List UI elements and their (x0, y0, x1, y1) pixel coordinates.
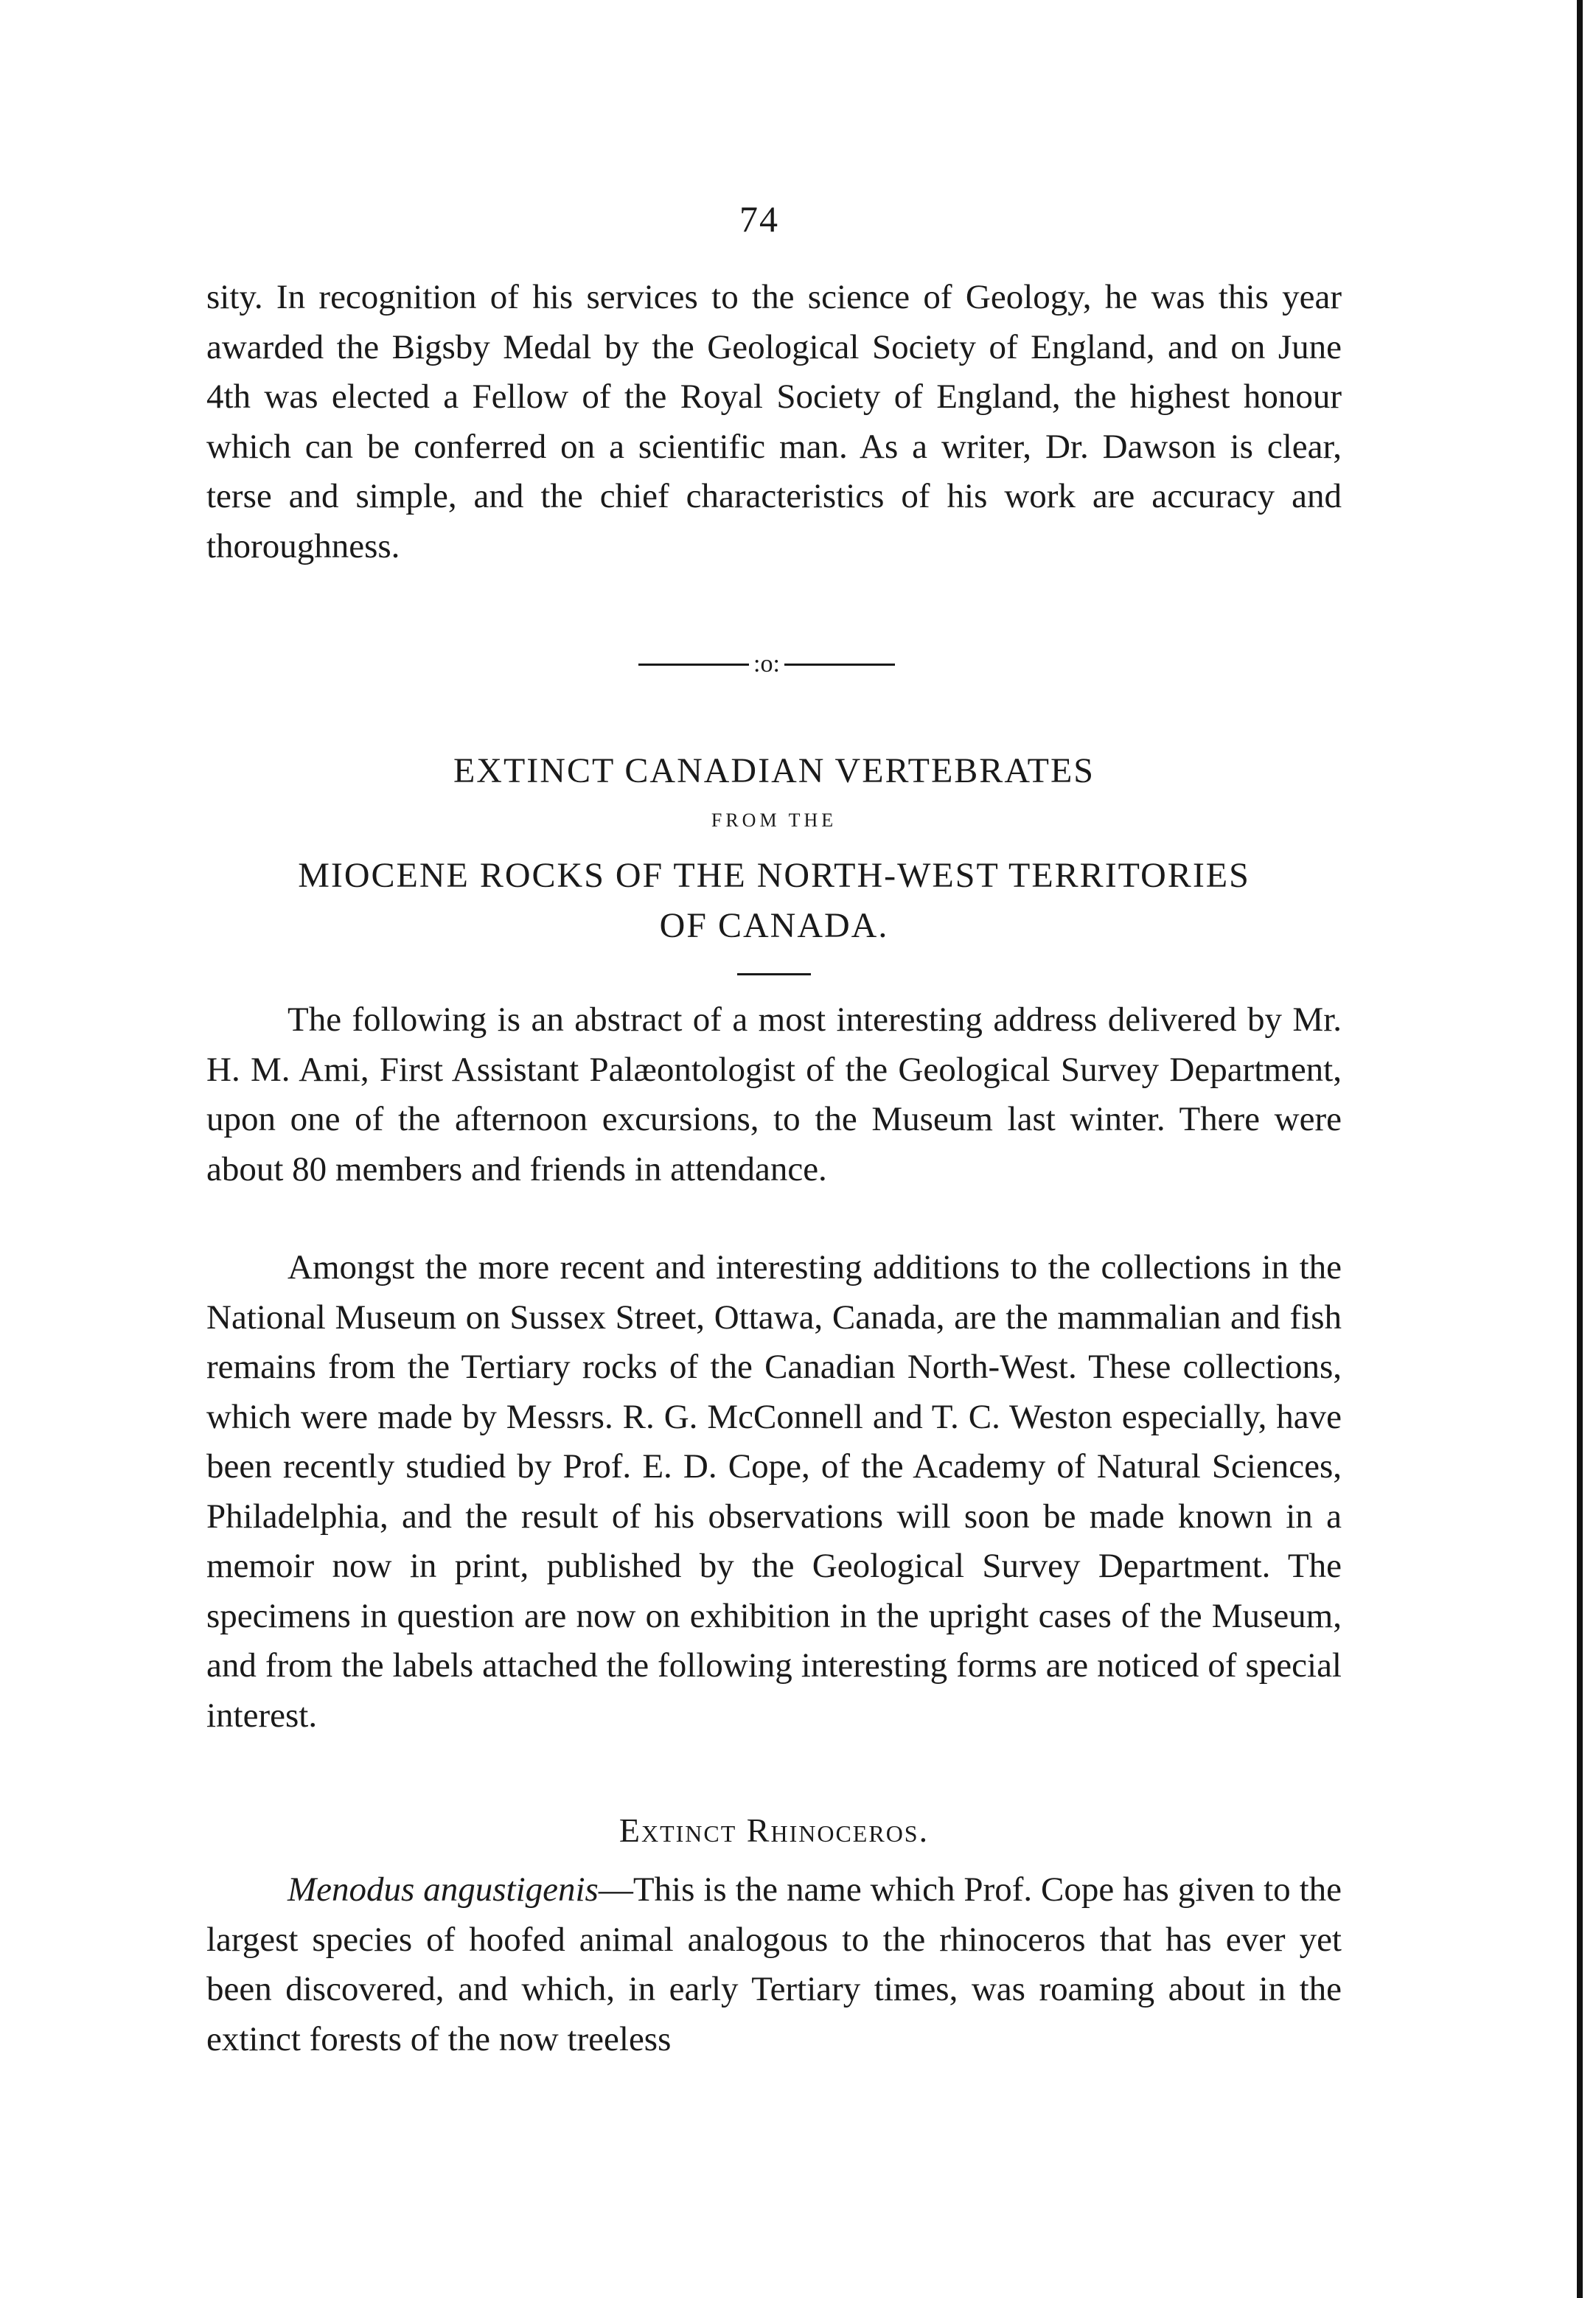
section-heading-extinct-rhinoceros: Extinct Rhinoceros. (618, 1811, 930, 1849)
divider-mark: :o: (753, 650, 780, 678)
page-number: 74 (739, 198, 779, 240)
paragraph-menodus-text: —This is the name which Prof. Cope has given to the largest species of hoofed animal analogous to the rhinoceros that has ever yet been discovered, and which, in early Tertiary times, was roaming about in the extinct forests of the now treeless (206, 1870, 1342, 2058)
page-edge (1577, 0, 1583, 2298)
article-title-from: FROM THE (711, 809, 837, 831)
paragraph-collections: Amongst the more recent and interesting additions to the collections in the National Museum on Sussex Street, Ottawa, Canada, are the mammalian and fish remains from the Tertiary rocks of the Canadian North-West. These collections, which were made by Messrs. R. G. McConnell and T. C. Weston especially, have been recently studied by Prof. E. D. Cope, of the Academy of Natural Sciences, Philadelphia, and the result of his observations will soon be made known in a memoir now in print, published by the Geological Survey Department. The specimens in question are now on exhibition in the upright cases of the Museum, and from the labels attached the following interesting forms are noticed of special interest. (206, 1248, 1342, 1735)
paragraph-menodus (206, 1865, 1342, 2064)
title-rule (737, 973, 811, 975)
paragraph-dawson: sity. In recognition of his services to the science of Geology, he was this year awarded the Bigsby Medal by the Geological Society of England, and on June 4th was elected a Fellow of the Royal Society of England, the highest honour which can be conferred on a scientific man. As a writer, Dr. Dawson is clear, terse and simple, and the chief characteristics of his work are accuracy and thoroughness. (206, 278, 1342, 565)
section-divider (634, 649, 899, 678)
taxon-name: Menodus angustigenis (288, 1870, 599, 1909)
article-title-line1: EXTINCT CANADIAN VERTEBRATES (453, 751, 1095, 790)
divider-line-right (784, 664, 895, 666)
paragraph-abstract: The following is an abstract of a most interesting address delivered by Mr. H. M. Ami, First Assistant Palæontologist of the Geological Survey Department, upon one of the afternoon excursions, to the Museum last winter. There were about 80 members and friends in attendance. (206, 1000, 1342, 1188)
divider-line-left (638, 664, 749, 666)
article-title-line3: OF CANADA. (659, 906, 889, 945)
article-title-line2: MIOCENE ROCKS OF THE NORTH-WEST TERRITORIES (298, 856, 1250, 895)
